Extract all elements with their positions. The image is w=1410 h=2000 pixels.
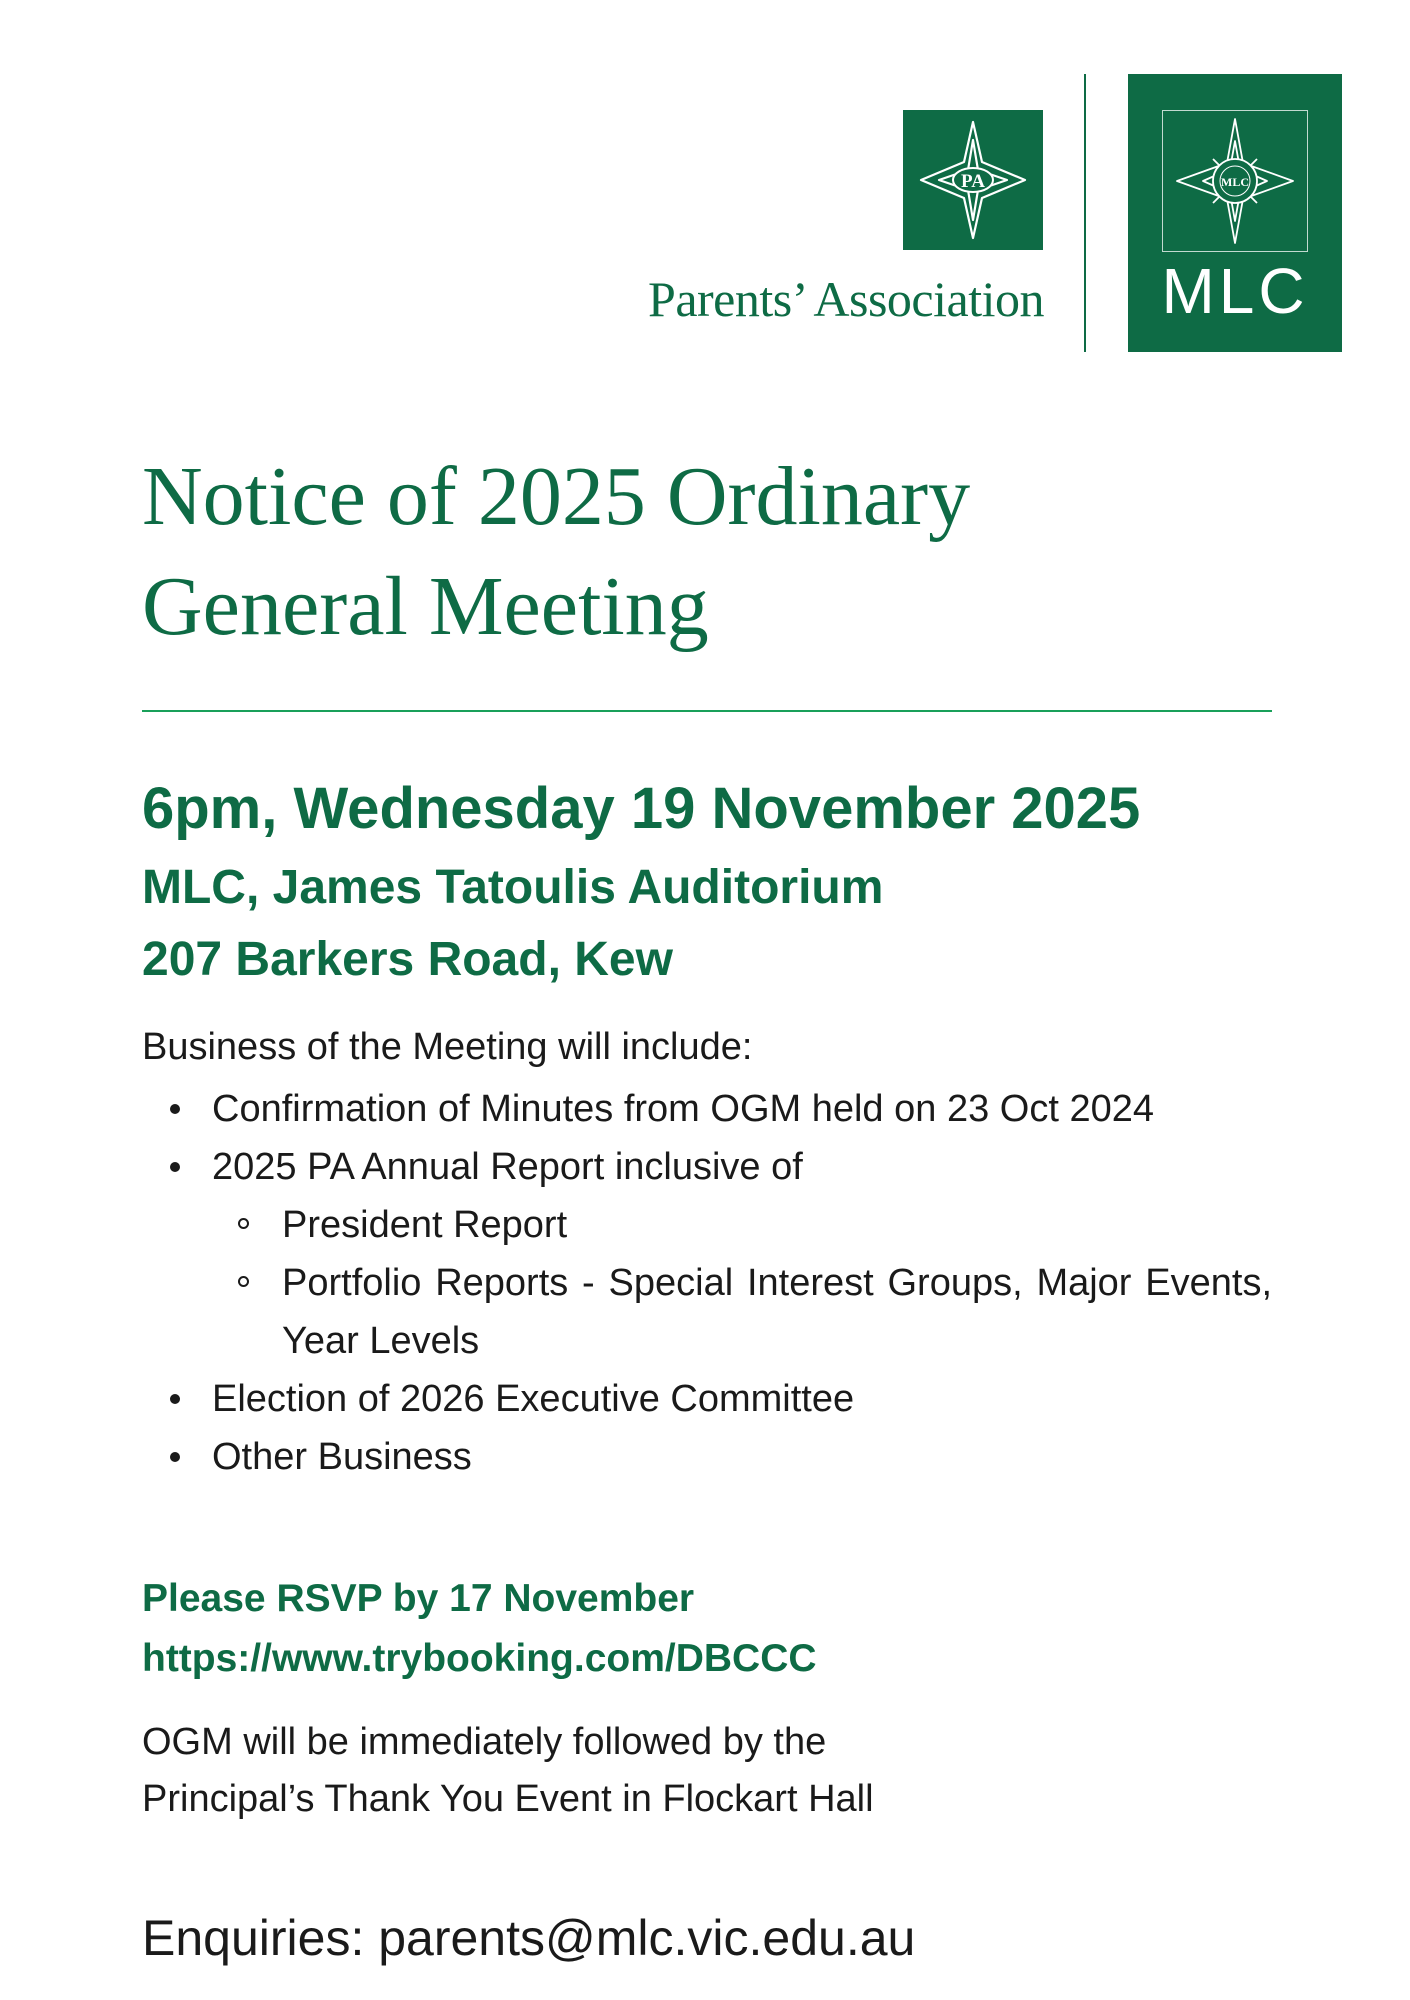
bullet-icon [170,1162,180,1172]
rsvp-booking-link[interactable]: https://www.trybooking.com/DBCCC [142,1637,817,1680]
agenda-sub-item [212,1196,1272,1254]
agenda-item-text: Election of 2026 Executive Committee [212,1378,855,1420]
business-intro: Business of the Meeting will include: [142,1026,753,1068]
mlc-crest-icon [1163,111,1307,251]
title-line-1: Notice of 2025 Ordinary [142,450,971,543]
pa-logo [903,110,1043,250]
agenda-item-text: 2025 PA Annual Report inclusive of [212,1146,803,1188]
pa-logo-monogram: PA [961,171,985,192]
event-datetime: 6pm, Wednesday 19 November 2025 [142,776,1141,841]
rsvp-deadline: Please RSVP by 17 November [142,1577,695,1620]
enquiries-email-link[interactable]: parents@mlc.vic.edu.au [378,1910,916,1966]
hollow-bullet-icon [238,1276,249,1287]
agenda-item-text: Confirmation of Minutes from OGM held on 23 Oct 2024 [212,1088,1154,1130]
enquiries [142,1906,915,1970]
hollow-bullet-icon [238,1218,249,1229]
pa-name: Parents’ Association [648,271,1044,327]
agenda-sub-list [212,1196,1272,1370]
bullet-icon [170,1104,180,1114]
agenda-sub-item [212,1254,1272,1370]
mlc-logo [1128,74,1342,352]
event-venue: MLC, James Tatoulis Auditorium [142,861,884,914]
enquiries-label: Enquiries: [142,1910,379,1966]
title-line-2: General Meeting [142,560,709,653]
event-address: 207 Barkers Road, Kew [142,933,673,986]
compass-star-icon [903,110,1043,250]
agenda-sub-item-text: President Report [282,1204,568,1246]
agenda-item [142,1370,1272,1428]
agenda-sub-item-text: Portfolio Reports - Special Interest Groups, Major Events, Year Levels [282,1262,1272,1362]
bullet-icon [170,1394,180,1404]
agenda-item [142,1138,1272,1370]
mlc-emblem-letters: MLC [1221,175,1249,189]
logo-divider [1084,74,1086,352]
followup-note [142,1714,874,1828]
mlc-wordmark: MLC [1161,255,1309,327]
mlc-emblem-frame [1162,110,1308,252]
agenda-item-text: Other Business [212,1436,472,1478]
bullet-icon [170,1452,180,1462]
followup-line-2: Principal’s Thank You Event in Flockart Hall [142,1778,874,1820]
followup-line-1: OGM will be immediately followed by the [142,1721,827,1763]
agenda-item [142,1080,1272,1138]
agenda-item [142,1428,1272,1486]
agenda-list [142,1080,1272,1486]
title-divider [142,710,1272,712]
page-title [142,442,1272,662]
